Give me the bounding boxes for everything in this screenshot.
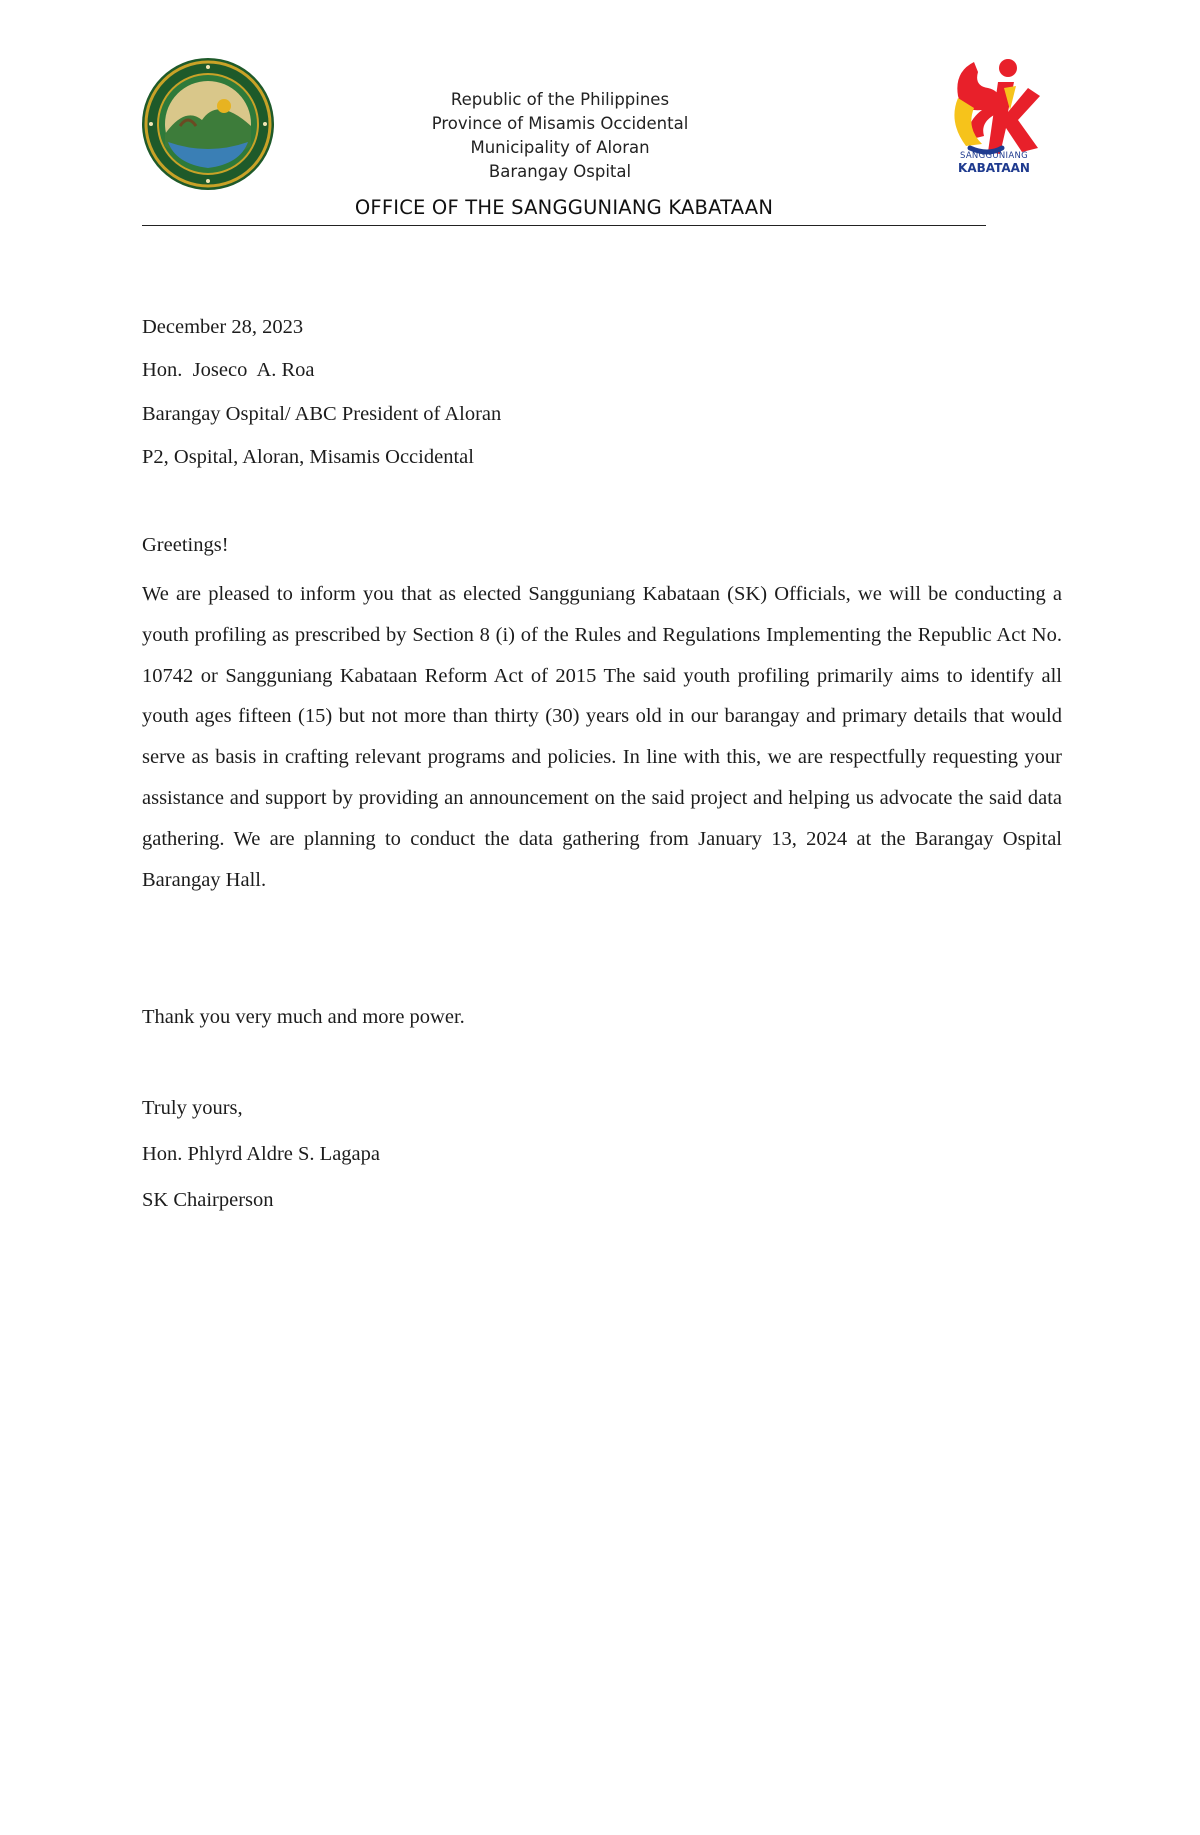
recipient-name: Hon. Joseco A. Roa <box>142 359 315 381</box>
closing: Truly yours, <box>142 1097 243 1119</box>
republic-line: Republic of the Philippines <box>450 90 670 109</box>
sk-logo-line2: KABATAAN <box>958 161 1030 175</box>
sk-logo-line1: SANGGUNIANG <box>959 151 1029 161</box>
letter-body: We are pleased to inform you that as elected Sangguniang Kabataan (SK) Officials, we will be conducting a youth profiling as prescribed by Section 8 (i) of the Rules and Regulations Implementing the Republic Act No. 10742 or Sangguniang Kabataan Reform Act of 2015 The said youth profiling primarily aims to identify all youth ages fifteen (15) but not more than thirty (30) years old in our barangay and primary details that would serve as basis in crafting relevant programs and policies. In line with this, we are respectfully requesting your assistance and support by providing an announcement on the said project and helping us advocate the said data gathering. We are planning to conduct the data gathering from January 13, 2024 at the Barangay Ospital Barangay Hall. <box>142 583 1062 891</box>
sk-logo-caption <box>936 150 1052 174</box>
letter-date: December 28, 2023 <box>142 316 304 338</box>
province-line: Province of Misamis Occidental <box>431 114 689 133</box>
office-title: OFFICE OF THE SANGGUNIANG KABATAAN <box>354 196 774 219</box>
municipality-line: Municipality of Aloran <box>470 138 650 157</box>
recipient-address: P2, Ospital, Aloran, Misamis Occidental <box>142 446 474 468</box>
header-divider <box>142 225 986 226</box>
recipient-title: Barangay Ospital/ ABC President of Aloran <box>142 403 502 425</box>
barangay-line: Barangay Ospital <box>488 162 632 181</box>
signatory-title: SK Chairperson <box>142 1189 274 1211</box>
municipal-seal-icon <box>140 56 276 192</box>
greeting: Greetings! <box>142 534 229 556</box>
signatory-name: Hon. Phlyrd Aldre S. Lagapa <box>142 1143 380 1165</box>
letterhead-address <box>330 88 790 184</box>
thanks-line: Thank you very much and more power. <box>142 1006 465 1028</box>
